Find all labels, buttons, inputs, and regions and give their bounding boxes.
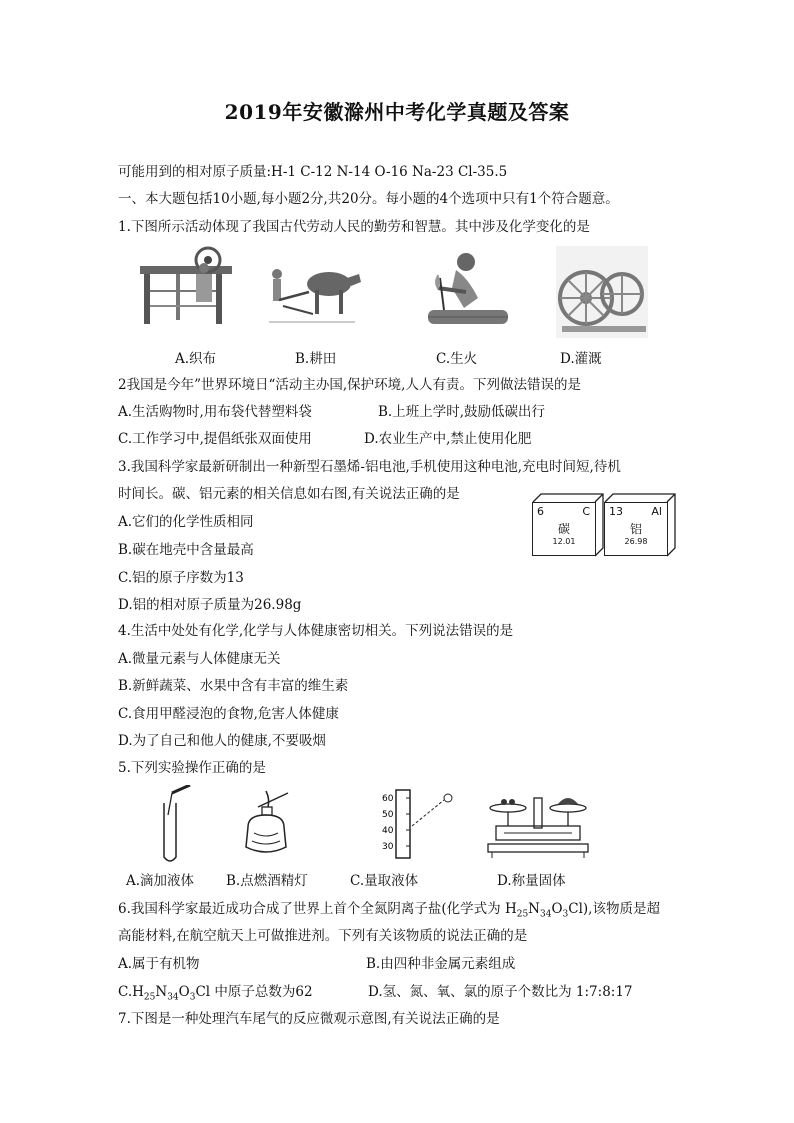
q5-option-b: B.点燃酒精灯 (226, 873, 308, 889)
q1-stem: 1.下图所示活动体现了我国古代劳动人民的勤劳和智慧。其中涉及化学变化的是 (118, 219, 590, 235)
q5-option-d: D.称量固体 (497, 873, 566, 889)
q2-option-d: D.农业生产中,禁止使用化肥 (364, 431, 532, 447)
q5-stem: 5.下列实验操作正确的是 (118, 760, 266, 776)
aluminum-name: 铝 (629, 522, 642, 536)
q4-option-d: D.为了自己和他人的健康,不要吸烟 (118, 733, 326, 749)
element-card-3d-edges (528, 492, 676, 562)
q2-stem: 2我国是今年”世界环境日“活动主办国,保护环境,人人有责。下列做法错误的是 (118, 377, 581, 393)
q2-option-b: B.上班上学时,鼓励低碳出行 (378, 404, 546, 420)
carbon-name: 碳 (557, 522, 570, 536)
q4-stem: 4.生活中处处有化学,化学与人体健康密切相关。下列说法错误的是 (118, 623, 514, 639)
dropper-test-tube-image (150, 785, 200, 865)
q6-option-b: B.由四种非金属元素组成 (366, 956, 516, 972)
q6-option-c: $C.H_{25}N_{34}O_3Cl$ 中原子总数为62 (118, 984, 313, 1003)
balance-scale-image (486, 790, 590, 862)
q6-option-d: D.氢、氮、氧、氯的原子个数比为 1:7:8:17 (368, 984, 633, 1000)
q4-option-b: B.新鲜蔬菜、水果中含有丰富的维生素 (118, 678, 349, 694)
fire-making-image (408, 248, 512, 334)
aluminum-atomic-number: 13 (609, 505, 623, 518)
cylinder-tick-40: 40 (382, 826, 394, 836)
q2-option-c: C.工作学习中,提倡纸张双面使用 (118, 431, 312, 447)
cylinder-tick-30: 30 (382, 842, 394, 852)
carbon-symbol: C (582, 505, 590, 518)
waterwheel-image (556, 246, 648, 338)
q1-option-c: C.生火 (436, 351, 478, 367)
alcohol-lamp-image (238, 787, 298, 859)
q4-option-c: C.食用甲醛浸泡的食物,危害人体健康 (118, 706, 339, 722)
q3-stem-line2: 时间长。碳、铝元素的相关信息如右图,有关说法正确的是 (118, 486, 460, 502)
q3-stem-line1: 3.我国科学家最新研制出一种新型石墨烯-铝电池,手机使用这种电池,充电时间短,待机 (118, 459, 621, 475)
q4-option-a: A.微量元素与人体健康无关 (118, 651, 281, 667)
carbon-atomic-number: 6 (537, 505, 544, 518)
q1-option-b: B.耕田 (295, 351, 337, 367)
q3-option-c: C.铝的原子序数为13 (118, 570, 244, 586)
measuring-cylinder-image (378, 786, 458, 862)
aluminum-mass: 26.98 (624, 537, 648, 546)
cylinder-tick-60: 60 (382, 794, 394, 804)
carbon-mass: 12.01 (552, 537, 576, 546)
q6-option-a: A.属于有机物 (118, 956, 200, 972)
q5-option-a: A.滴加液体 (126, 873, 195, 889)
q7-stem: 7.下图是一种处理汽车尾气的反应微观示意图,有关说法正确的是 (118, 1011, 500, 1027)
q2-option-a: A.生活购物时,用布袋代替塑料袋 (118, 404, 312, 420)
q3-option-d: D.铝的相对原子质量为26.98g (118, 597, 302, 613)
q6-stem-line2: 高能材料,在航空航天上可做推进剂。下列有关该物质的说法正确的是 (118, 928, 528, 944)
q6-stem-line1: 6.我国科学家最近成功合成了世界上首个全氮阴离子盐(化学式为 $H_{25}N_{34}O_3Cl$),该物质是超 (118, 901, 660, 920)
q1-option-d: D.灌溉 (560, 351, 602, 367)
atomic-mass-line: 可能用到的相对原子质量:H-1 C-12 N-14 O-16 Na-23 Cl-35.5 (118, 164, 508, 180)
q3-option-b: B.碳在地壳中含量最高 (118, 542, 254, 558)
cylinder-tick-50: 50 (382, 810, 394, 820)
section-heading: 一、本大题包括10小题,每小题2分,共20分。每小题的4个选项中只有1个符合题意。 (118, 191, 619, 207)
aluminum-symbol: Al (651, 505, 662, 518)
q5-option-c: C.量取液体 (350, 873, 419, 889)
page-title: 2019年安徽滁州中考化学真题及答案 (224, 100, 570, 124)
q1-option-a: A.织布 (175, 351, 217, 367)
plowing-image (265, 252, 365, 328)
loom-image (136, 246, 236, 328)
q3-option-a: A.它们的化学性质相同 (118, 514, 254, 530)
